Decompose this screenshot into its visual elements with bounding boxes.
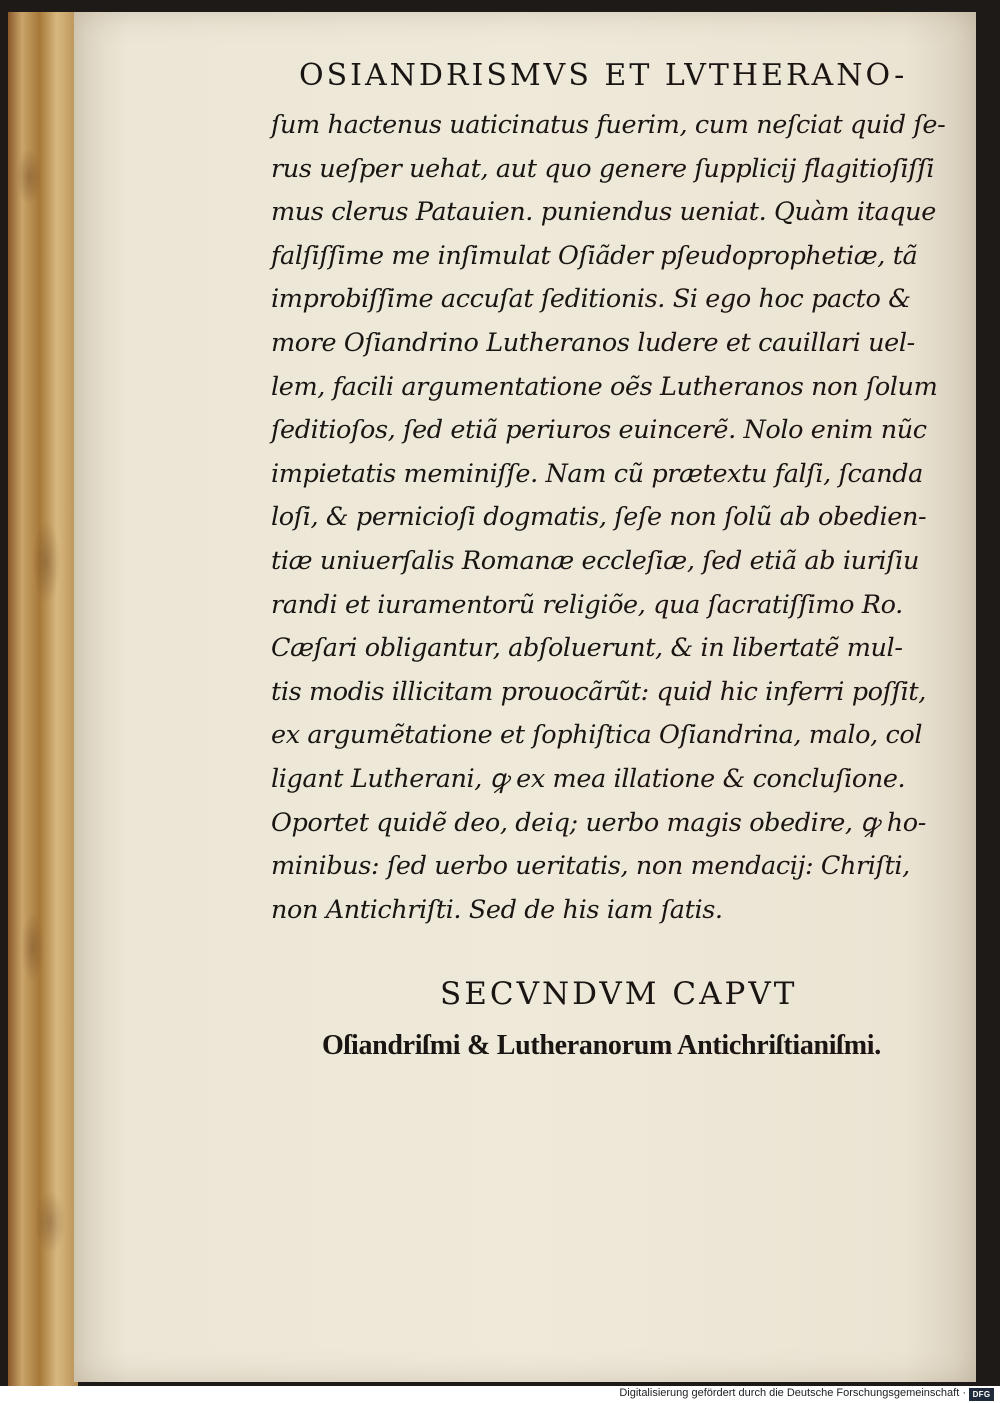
text-line: impietatis meminiſſe. Nam cũ prætextu falſi, ſcanda [271, 458, 923, 489]
page-content [74, 12, 976, 1382]
text-line: tiæ uniuerſalis Romanæ eccleſiæ, ſed etiã ab iuriſiu [271, 545, 919, 576]
text-line: Oportet quidẽ deo, deiq; uerbo magis obedire, ꝙ ho- [271, 807, 926, 838]
text-line: falſiſſime me inſimulat Oſiãder pſeudoprophetiæ, tã [271, 240, 918, 271]
text-line: ſeditioſos, ſed etiã periuros euincerẽ. Nolo enim nũc [271, 415, 927, 446]
text-line: minibus: ſed uerbo ueritatis, non mendacij: Chriſti, [271, 851, 910, 882]
text-line: improbiſſime accuſat ſeditionis. Si ego hoc pacto & [271, 284, 911, 315]
footer-credit: Digitalisierung gefördert durch die Deutsche Forschungsgemeinschaft · [619, 1387, 966, 1399]
text-line: lem, facili argumentatione oẽs Lutheranos non ſolum [271, 371, 938, 402]
book-page [74, 12, 976, 1382]
running-head: OSIANDRISMVS ET LVTHERANO- [299, 58, 908, 93]
footer-bar [0, 1386, 1000, 1403]
text-line: ligant Lutherani, ꝙ ex mea illatione & concluſione. [271, 763, 906, 794]
text-line: randi et iuramentorũ religiõe, qua ſacratiſſimo Ro. [271, 589, 903, 620]
body-text [271, 104, 961, 932]
text-line: loſi, & pernicioſi dogmatis, ſeſe non ſolũ ab obedien- [271, 502, 927, 533]
text-line: non Antichriſti. Sed de his iam ſatis. [271, 894, 723, 925]
page-edge [8, 12, 78, 1387]
text-line: Cæſari obligantur, abſoluerunt, & in libertatẽ mul- [271, 633, 903, 664]
text-line: mus clerus Patauien. puniendus ueniat. Quàm itaque [271, 197, 936, 228]
text-line: ſum hactenus uaticinatus fuerim, cum neſciat quid ſe- [271, 110, 946, 140]
text-line: rus ueſper uehat, aut quo genere ſupplicij flagitioſiſſi [271, 153, 935, 184]
chapter-heading: SECVNDVM CAPVT [440, 976, 798, 1012]
dfg-logo: DFG [969, 1388, 994, 1401]
text-line: tis modis illicitam prouocãrũt: quid hic inferri poſſit, [271, 676, 926, 707]
text-line: ex argumẽtatione et ſophiſtica Oſiandrina, malo, col [271, 720, 923, 751]
chapter-subheading: Oſiandriſmi & Lutheranorum Antichriſtianiſmi. [322, 1030, 881, 1061]
text-line: more Oſiandrino Lutheranos ludere et cauillari uel- [271, 327, 915, 358]
